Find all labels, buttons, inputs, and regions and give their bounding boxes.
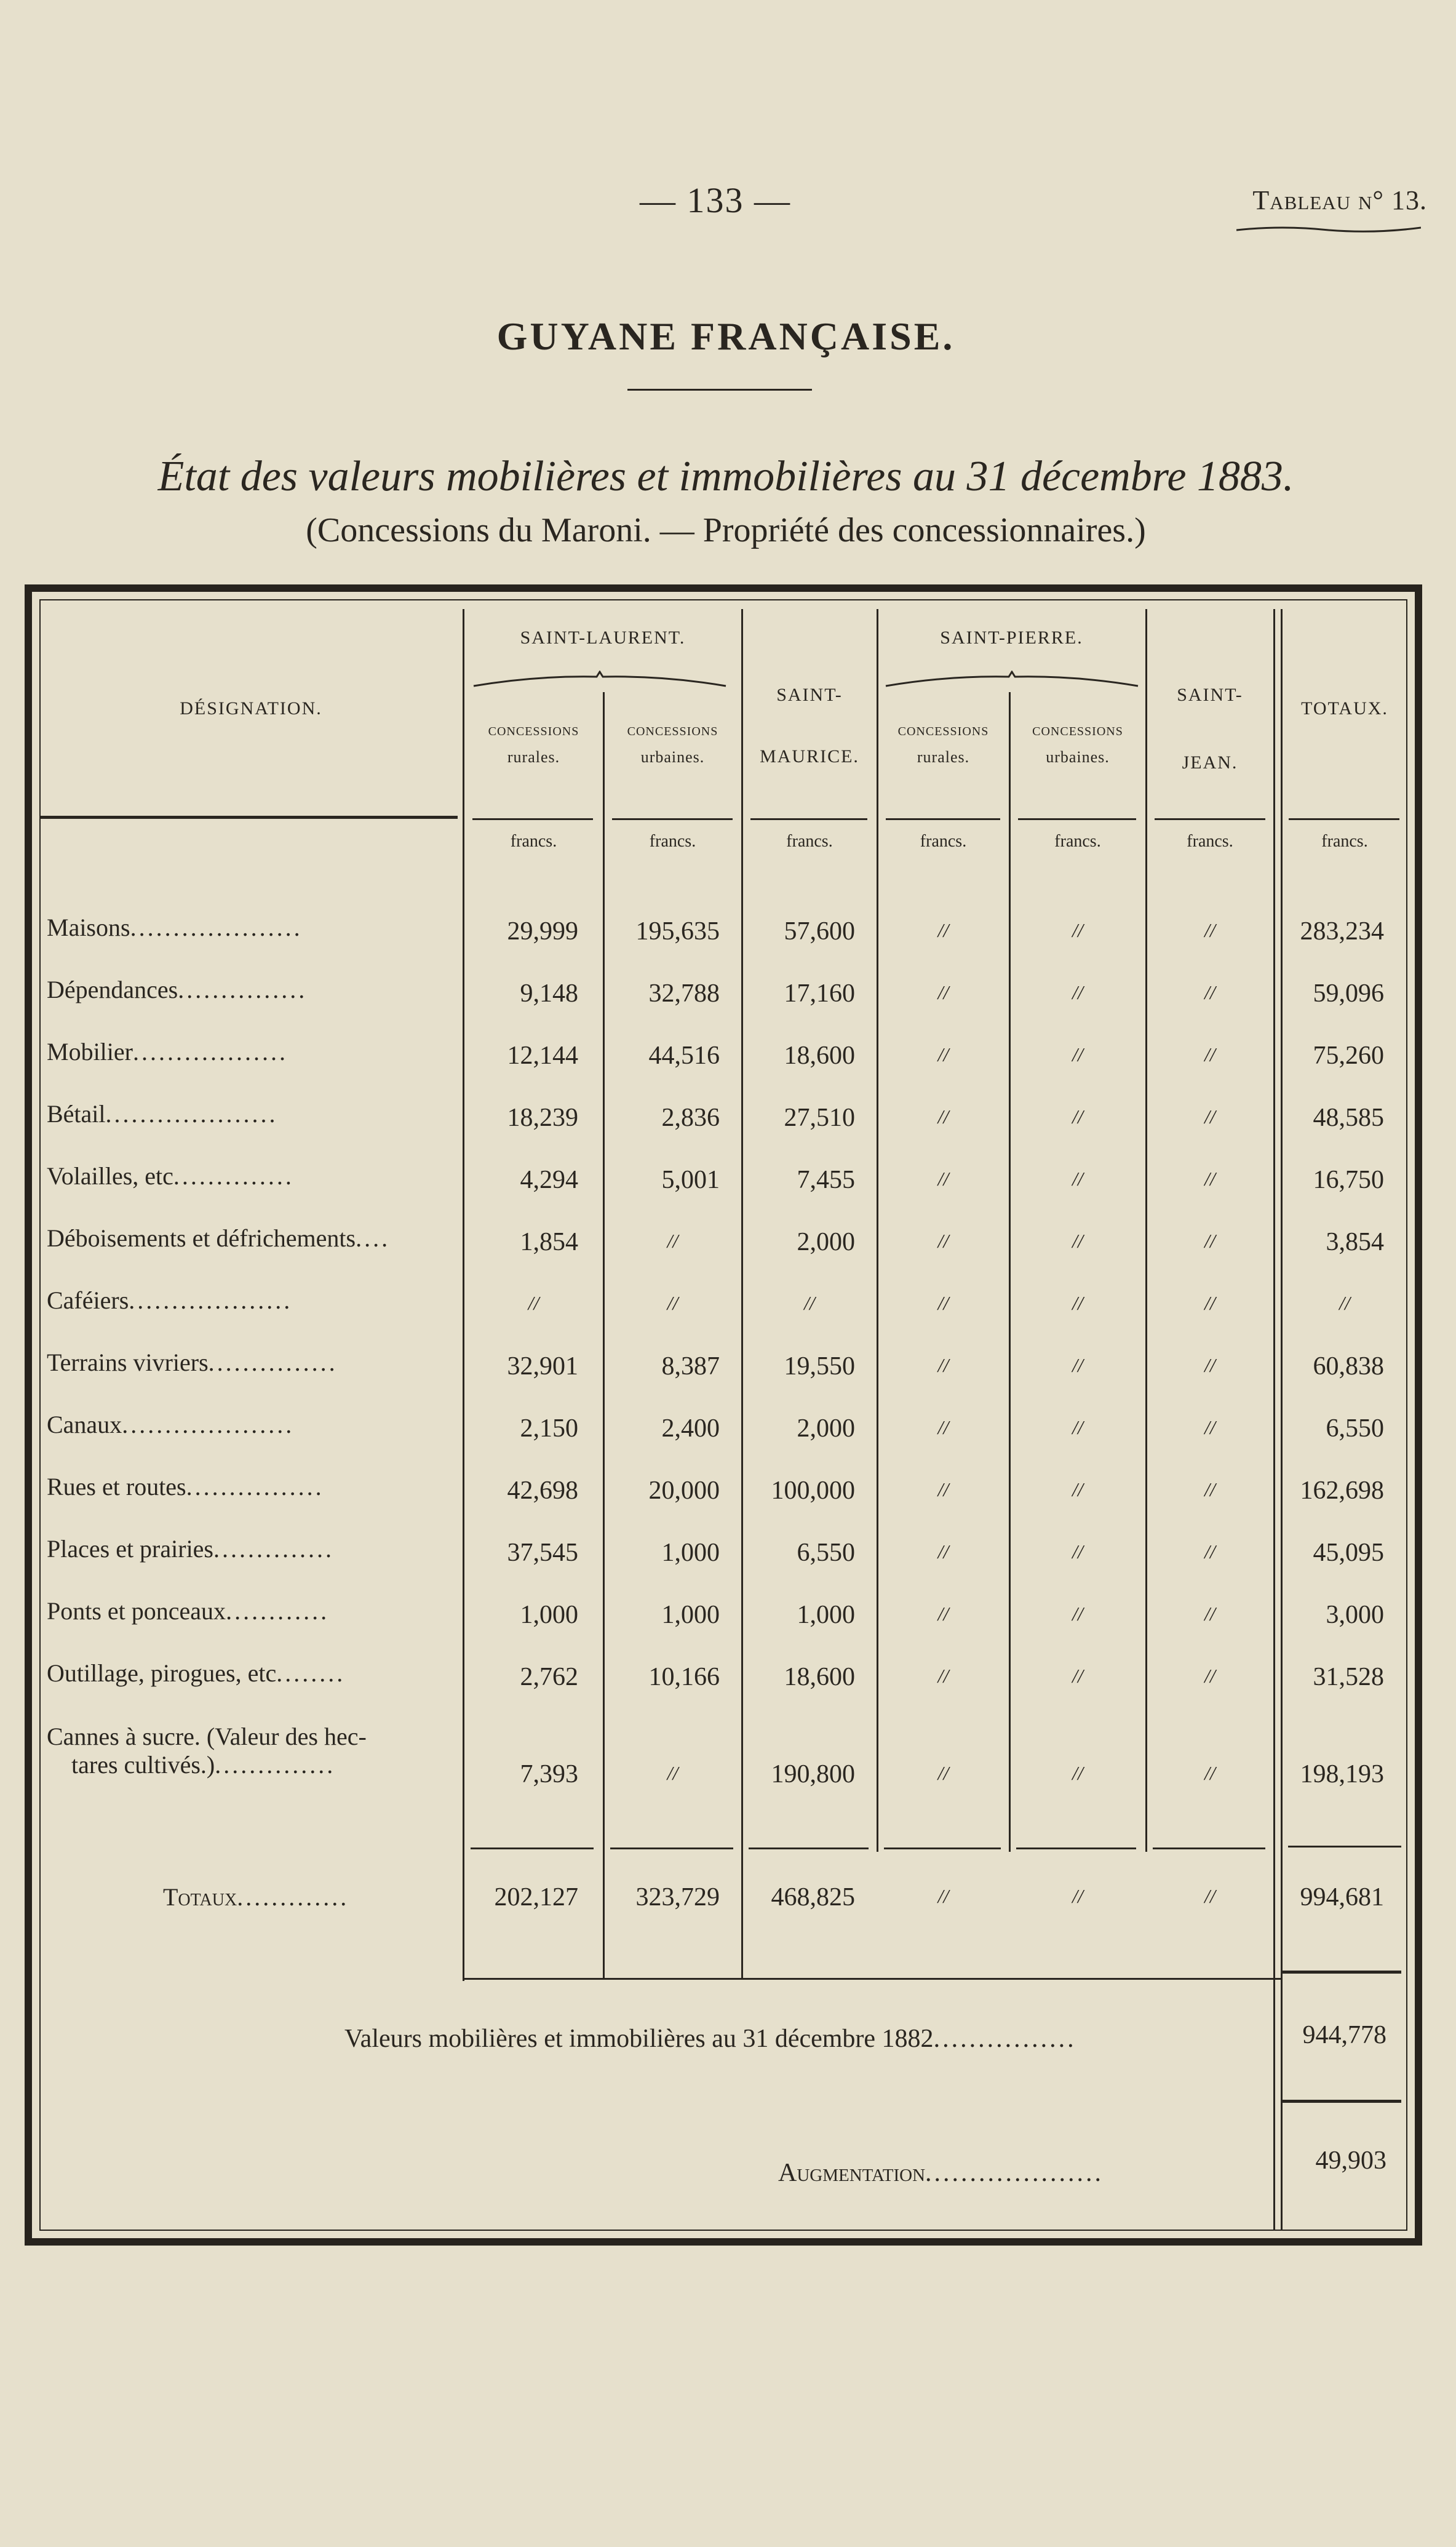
table-cell: 29,999 — [507, 917, 578, 946]
leader-dots: ............. — [237, 1883, 349, 1911]
row-label-text: Maisons — [47, 914, 130, 941]
table-cell: 2,836 — [661, 1104, 720, 1132]
table-cell: // — [667, 1292, 678, 1314]
table-cell: 5,001 — [661, 1166, 720, 1194]
table-cell: // — [937, 1230, 949, 1252]
table-cell: 2,000 — [797, 1228, 855, 1256]
table-cell: 48,585 — [1313, 1104, 1384, 1132]
sum-rule — [884, 1847, 1001, 1849]
unit-label: francs. — [510, 832, 557, 851]
table-cell: // — [528, 1292, 539, 1314]
table-cell: // — [1204, 1603, 1215, 1625]
total-rule — [1282, 1971, 1401, 1974]
header-concessions-urbaines — [1010, 719, 1145, 770]
table-cell: 42,698 — [507, 1477, 578, 1505]
table-cell: // — [937, 919, 949, 941]
table-cell: // — [1072, 1230, 1083, 1252]
sum-rule — [471, 1847, 594, 1849]
leader-dots: .... — [356, 1224, 391, 1252]
sum-rule — [749, 1847, 869, 1849]
row-label-places-et-prairies — [47, 1534, 453, 1563]
table-cell: // — [1339, 1292, 1350, 1314]
table-cell: 18,600 — [784, 1663, 855, 1691]
table-cell: 8,387 — [661, 1352, 720, 1381]
row-label-text: Caféiers — [47, 1286, 129, 1314]
table-cell: 1,000 — [797, 1601, 855, 1629]
leader-dots: .............. — [173, 1162, 294, 1190]
header-saint-pierre: SAINT-PIERRE. — [940, 628, 1083, 648]
table-cell: 19,550 — [784, 1352, 855, 1381]
header-rule — [750, 818, 867, 820]
previous-year-text: Valeurs mobilières et immobilières au 31 décembre 1882 — [344, 2025, 934, 2053]
row-label-betail — [47, 1099, 453, 1128]
row-label-text: Terrains vivriers — [47, 1349, 209, 1376]
table-cell: 6,550 — [797, 1539, 855, 1567]
table-cell: // — [937, 1541, 949, 1563]
table-cell: // — [937, 981, 949, 1003]
row-label-text: Totaux — [163, 1883, 237, 1911]
table-cell: 12,144 — [507, 1042, 578, 1070]
row-label-text: tares cultivés.) — [71, 1751, 215, 1779]
row-label-text: Mobilier — [47, 1038, 133, 1066]
row-label-dependances — [47, 975, 453, 1004]
leader-dots: ............ — [226, 1597, 330, 1625]
header-rule — [472, 818, 593, 820]
table-cell: 1,854 — [520, 1228, 578, 1256]
table-cell: // — [1204, 1230, 1215, 1252]
leader-dots: .............. — [215, 1751, 336, 1779]
row-label-cafeiers — [47, 1286, 453, 1315]
table-cell: // — [937, 1665, 949, 1687]
table-cell: 3,854 — [1326, 1228, 1384, 1256]
table-cell: 1,000 — [520, 1601, 578, 1629]
header-rurales-label: rurales. — [507, 748, 560, 766]
header-concessions-label: CONCESSIONS — [1032, 725, 1123, 738]
table-cell: 37,545 — [507, 1539, 578, 1567]
table-cell: // — [1072, 1292, 1083, 1314]
table-cell: 162,698 — [1300, 1477, 1384, 1505]
header-rule — [1018, 818, 1136, 820]
row-label-cannes-a-sucre — [47, 1723, 453, 1779]
header-rule — [886, 818, 1000, 820]
leader-dots: .................... — [130, 914, 303, 941]
row-label-deboisements-et-defrichements — [47, 1224, 453, 1253]
table-cell: // — [1204, 1416, 1215, 1438]
leader-dots: ........ — [276, 1659, 346, 1687]
row-label-text: Rues et routes — [47, 1473, 186, 1501]
title-rule — [627, 389, 812, 391]
group-brace — [883, 671, 1141, 689]
table-cell: 16,750 — [1313, 1166, 1384, 1194]
table-cell: // — [1204, 1478, 1215, 1501]
row-label-mobilier — [47, 1037, 453, 1066]
page-number: — 133 — — [640, 180, 791, 220]
unit-label: francs. — [920, 832, 967, 851]
header-concessions-rurales — [878, 719, 1009, 770]
difference-rule — [1282, 2100, 1401, 2103]
table-cell: // — [1072, 1354, 1083, 1376]
sum-rule — [610, 1847, 733, 1849]
table-cell: // — [937, 1292, 949, 1314]
subtitle: État des valeurs mobilières et immobilières au 31 décembre 1883. — [157, 453, 1294, 500]
table-cell: 10,166 — [648, 1663, 720, 1691]
table-cell: // — [1204, 1762, 1215, 1784]
table-cell: // — [1204, 1043, 1215, 1066]
header-saint-jean-line1: SAINT- — [1177, 685, 1243, 705]
subsubtitle: (Concessions du Maroni. — Propriété des concessionnaires.) — [306, 511, 1146, 549]
row-label-text: Outillage, pirogues, etc — [47, 1659, 277, 1687]
table-cell: // — [937, 1106, 949, 1128]
table-cell: // — [1204, 919, 1215, 941]
row-label-text: Volailles, etc — [47, 1162, 173, 1190]
table-cell: // — [1072, 1106, 1083, 1128]
table-cell: // — [804, 1292, 815, 1314]
unit-label: francs. — [1054, 832, 1101, 851]
table-cell: 31,528 — [1313, 1663, 1384, 1691]
table-cell: 6,550 — [1326, 1414, 1384, 1443]
unit-label: francs. — [1321, 832, 1368, 851]
table-cell: 2,150 — [520, 1414, 578, 1443]
unit-label: francs. — [1187, 832, 1233, 851]
leader-dots: ............... — [178, 976, 308, 1003]
sum-rule — [1016, 1847, 1136, 1849]
row-label-line — [47, 1751, 453, 1779]
augmentation-text: Augmentation — [778, 2159, 926, 2187]
row-label-terrains-vivriers — [47, 1348, 453, 1377]
previous-year-value: 944,778 — [1302, 2021, 1386, 2049]
table-cell: // — [937, 1885, 949, 1907]
column-divider — [603, 692, 605, 1978]
header-saint-laurent: SAINT-LAURENT. — [520, 628, 686, 648]
unit-label: francs. — [786, 832, 833, 851]
table-cell: 45,095 — [1313, 1539, 1384, 1567]
header-rule — [39, 816, 458, 819]
leader-dots: ................ — [933, 2025, 1076, 2053]
table-cell: 323,729 — [635, 1883, 720, 1911]
table-cell: 283,234 — [1300, 917, 1384, 946]
header-rurales-label: rurales. — [917, 748, 970, 766]
table-cell: 27,510 — [784, 1104, 855, 1132]
table-cell: 994,681 — [1300, 1883, 1384, 1911]
previous-year-label — [344, 2024, 1076, 2054]
table-cell: 100,000 — [771, 1477, 855, 1505]
table-cell: 18,239 — [507, 1104, 578, 1132]
row-label-text: Ponts et ponceaux — [47, 1597, 226, 1625]
table-cell: 468,825 — [771, 1883, 855, 1911]
table-cell: // — [1072, 1762, 1083, 1784]
row-label-outillage-pirogues-etc — [47, 1659, 453, 1688]
table-cell: // — [1072, 1541, 1083, 1563]
table-cell: 75,260 — [1313, 1042, 1384, 1070]
header-concessions-urbaines — [604, 719, 741, 770]
table-cell: // — [1204, 1665, 1215, 1687]
table-cell: 7,455 — [797, 1166, 855, 1194]
table-cell: // — [1072, 1665, 1083, 1687]
header-rule — [612, 818, 733, 820]
row-label-canaux — [47, 1410, 453, 1439]
table-cell: // — [1204, 1168, 1215, 1190]
table-cell: // — [937, 1478, 949, 1501]
table-cell: 44,516 — [648, 1042, 720, 1070]
row-label-ponts-et-ponceaux — [47, 1596, 453, 1625]
header-concessions-label: CONCESSIONS — [897, 725, 989, 738]
header-rule — [1289, 818, 1399, 820]
row-label-volailles-etc — [47, 1162, 453, 1190]
header-concessions-rurales — [464, 719, 603, 770]
table-cell: 202,127 — [494, 1883, 578, 1911]
leader-dots: .................... — [925, 2159, 1104, 2187]
table-cell: 195,635 — [635, 917, 720, 946]
leader-dots: .................. — [132, 1038, 288, 1066]
group-brace — [471, 671, 729, 689]
table-cell: 4,294 — [520, 1166, 578, 1194]
row-label-totaux — [163, 1883, 458, 1911]
table-cell: 18,600 — [784, 1042, 855, 1070]
header-saint-maurice — [742, 664, 877, 787]
row-label-text: Canaux — [47, 1411, 122, 1438]
unit-label: francs. — [649, 832, 696, 851]
table-cell: // — [937, 1168, 949, 1190]
table-bottom-rule — [463, 1978, 1281, 1980]
header-saint-jean — [1147, 661, 1273, 797]
table-cell: // — [1072, 1478, 1083, 1501]
table-cell: 60,838 — [1313, 1352, 1384, 1381]
sum-rule — [1153, 1847, 1265, 1849]
table-cell: 32,788 — [648, 979, 720, 1008]
main-title: GUYANE FRANÇAISE. — [496, 314, 955, 358]
header-saint-maurice-line1: SAINT- — [776, 685, 843, 705]
sum-rule — [1288, 1846, 1401, 1847]
row-label-line: Cannes à sucre. (Valeur des hec- — [47, 1723, 367, 1750]
table-cell: // — [937, 1762, 949, 1784]
row-label-text: Dépendances — [47, 976, 178, 1003]
table-cell: // — [937, 1043, 949, 1066]
table-cell: 20,000 — [648, 1477, 720, 1505]
table-cell: 190,800 — [771, 1760, 855, 1788]
table-cell: // — [937, 1416, 949, 1438]
table-cell: 9,148 — [520, 979, 578, 1008]
table-cell: 2,000 — [797, 1414, 855, 1443]
augmentation-label — [778, 2158, 1104, 2188]
table-reference: Tableau n° 13. — [1252, 185, 1427, 215]
row-label-text: Déboisements et défrichements — [47, 1224, 356, 1252]
table-cell: 59,096 — [1313, 979, 1384, 1008]
table-cell: 198,193 — [1300, 1760, 1384, 1788]
leader-dots: ................... — [129, 1286, 293, 1314]
table-cell: 17,160 — [784, 979, 855, 1008]
table-cell: 1,000 — [661, 1601, 720, 1629]
header-concessions-label: CONCESSIONS — [627, 725, 718, 738]
header-saint-maurice-line2: MAURICE. — [760, 746, 859, 767]
row-label-rues-et-routes — [47, 1472, 453, 1501]
table-cell: // — [937, 1603, 949, 1625]
leader-dots: .................... — [122, 1411, 295, 1438]
table-cell: 3,000 — [1326, 1601, 1384, 1629]
table-cell: // — [1204, 1354, 1215, 1376]
table-cell: // — [667, 1762, 678, 1784]
header-urbaines-label: urbaines. — [640, 748, 705, 766]
table-cell: // — [1204, 1885, 1215, 1907]
table-cell: // — [1072, 1885, 1083, 1907]
table-cell: // — [1072, 919, 1083, 941]
table-cell: // — [667, 1230, 678, 1252]
header-totaux: TOTAUX. — [1301, 698, 1388, 719]
leader-dots: ............... — [208, 1349, 338, 1376]
table-cell: // — [1204, 1541, 1215, 1563]
leader-dots: .............. — [213, 1535, 334, 1563]
header-urbaines-label: urbaines. — [1046, 748, 1110, 766]
table-cell: // — [1072, 1168, 1083, 1190]
header-saint-jean-line2: JEAN. — [1182, 752, 1238, 773]
table-cell: 2,762 — [520, 1663, 578, 1691]
row-label-maisons — [47, 913, 453, 942]
header-concessions-label: CONCESSIONS — [488, 725, 579, 738]
header-designation: DÉSIGNATION. — [180, 698, 322, 719]
leader-dots: .................... — [105, 1100, 278, 1128]
augmentation-value: 49,903 — [1315, 2146, 1386, 2175]
row-label-text: Places et prairies — [47, 1535, 213, 1563]
table-cell: // — [1204, 1292, 1215, 1314]
table-cell: 57,600 — [784, 917, 855, 946]
table-cell: // — [1072, 981, 1083, 1003]
table-cell: 32,901 — [507, 1352, 578, 1381]
table-cell: // — [1072, 1043, 1083, 1066]
table-cell: 2,400 — [661, 1414, 720, 1443]
table-cell: // — [1204, 981, 1215, 1003]
table-cell: 7,393 — [520, 1760, 578, 1788]
leader-dots: ................ — [186, 1473, 324, 1501]
row-label-text: Bétail — [47, 1100, 106, 1128]
table-cell: // — [1072, 1603, 1083, 1625]
table-cell: // — [1204, 1106, 1215, 1128]
table-cell: // — [937, 1354, 949, 1376]
table-cell: // — [1072, 1416, 1083, 1438]
flourish-ornament — [1236, 225, 1421, 234]
header-rule — [1155, 818, 1265, 820]
column-divider — [1273, 609, 1275, 2231]
table-cell: 1,000 — [661, 1539, 720, 1567]
